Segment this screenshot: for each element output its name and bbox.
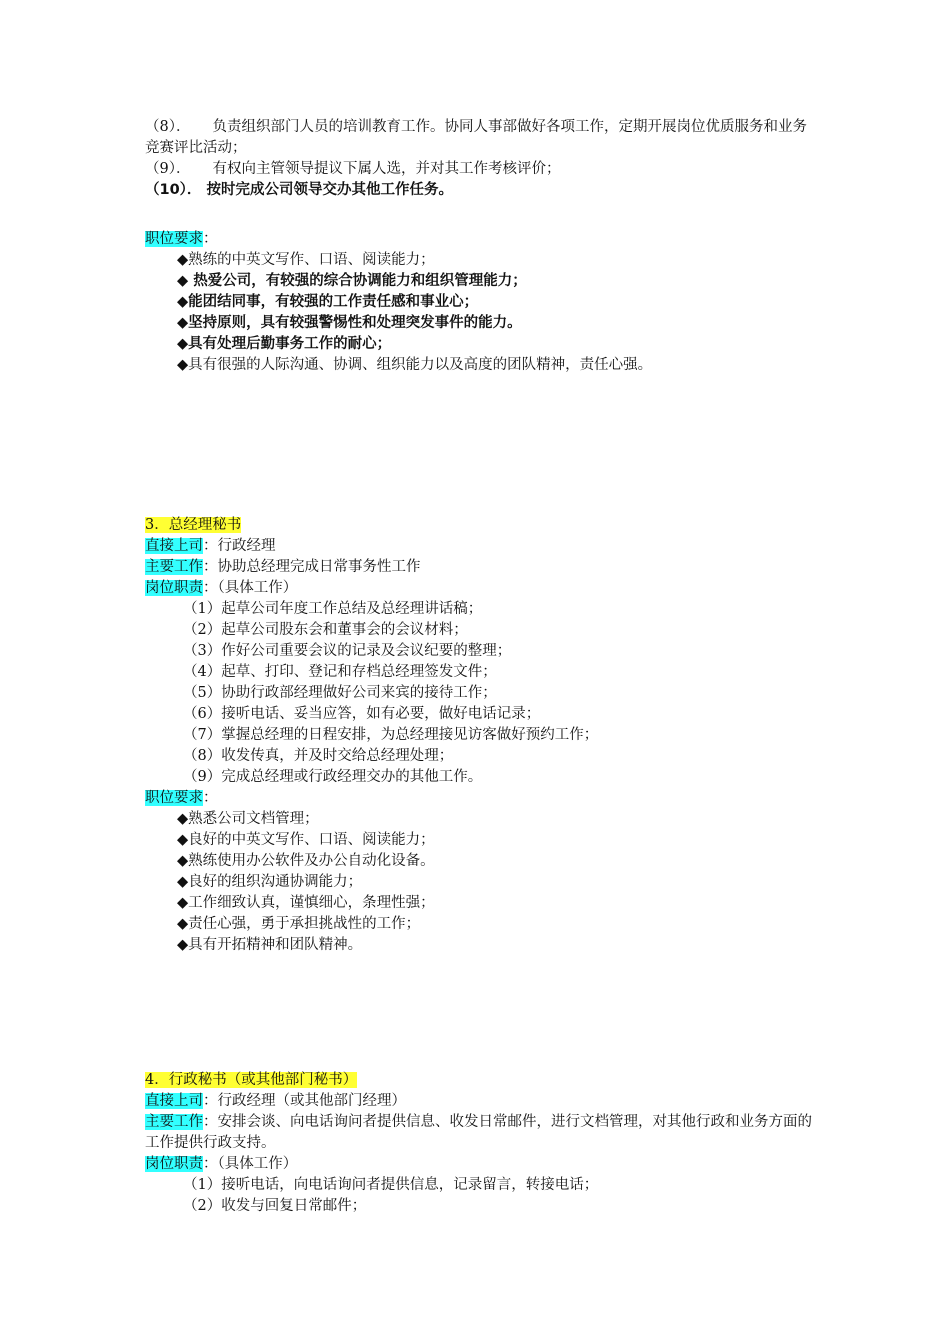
duty-item: （2）起草公司股东会和董事会的会议材料；: [183, 622, 468, 638]
duty-item: （3）作好公司重要会议的记录及会议纪要的整理；: [183, 643, 512, 659]
boss-row: 直接上司：行政经理: [145, 538, 276, 554]
requirement-item: ◆坚持原则，具有较强警惕性和处理突发事件的能力。: [177, 315, 522, 331]
requirement-item: ◆良好的中英文写作、口语、阅读能力；: [177, 832, 435, 848]
requirements-heading: 职位要求：: [145, 231, 218, 247]
duty-item: （1）起草公司年度工作总结及总经理讲话稿；: [183, 601, 483, 617]
requirement-item: ◆熟悉公司文档管理；: [177, 811, 319, 827]
duty-item: （1）接听电话，向电话询问者提供信息，记录留言，转接电话；: [183, 1177, 599, 1193]
requirement-item: ◆工作细致认真，谨慎细心，条理性强；: [177, 895, 435, 911]
requirement-item: ◆具有处理后勤事务工作的耐心；: [177, 336, 392, 352]
requirement-item: ◆责任心强，勇于承担挑战性的工作；: [177, 916, 421, 932]
duty-item: （8）． 负责组织部门人员的培训教育工作。协同人事部做好各项工作，定期开展岗位优质服务和业务竞赛评比活动；: [145, 119, 807, 156]
section-3: [145, 515, 815, 956]
duty-item: （6）接听电话、妥当应答，如有必要，做好电话记录；: [183, 706, 541, 722]
duty-item: （4）起草、打印、登记和存档总经理签发文件；: [183, 664, 497, 680]
duty-item: （2）收发与回复日常邮件；: [183, 1198, 367, 1214]
section-heading: 3．总经理秘书: [145, 517, 242, 533]
prev-requirements: [145, 229, 815, 376]
duty-row: 岗位职责：（具体工作）: [145, 580, 298, 596]
duty-row: 岗位职责：（具体工作）: [145, 1156, 298, 1172]
duty-item: （8）收发传真，并及时交给总经理处理；: [183, 748, 454, 764]
work-row: 主要工作：安排会谈、向电话询问者提供信息、收发日常邮件，进行文档管理，对其他行政和业务方面的工作提供行政支持。: [145, 1114, 812, 1151]
duty-item: （7）掌握总经理的日程安排，为总经理接见访客做好预约工作；: [183, 727, 599, 743]
prev-duties: [145, 117, 815, 201]
section-4: [145, 1070, 815, 1217]
requirement-item: ◆能团结同事，有较强的工作责任感和事业心；: [177, 294, 479, 310]
requirement-item: ◆良好的组织沟通协调能力；: [177, 874, 363, 890]
requirement-item: ◆熟练的中英文写作、口语、阅读能力；: [177, 252, 435, 268]
requirements-heading: 职位要求：: [145, 790, 218, 806]
section-heading: 4．行政秘书（或其他部门秘书）: [145, 1072, 358, 1088]
duty-item: （9）． 有权向主管领导提议下属人选，并对其工作考核评价；: [145, 161, 561, 177]
requirement-item: ◆熟练使用办公软件及办公自动化设备。: [177, 853, 435, 869]
requirement-item: ◆ 热爱公司，有较强的综合协调能力和组织管理能力；: [177, 273, 527, 289]
boss-row: 直接上司：行政经理（或其他部门经理）: [145, 1093, 406, 1109]
work-row: 主要工作：协助总经理完成日常事务性工作: [145, 559, 421, 575]
requirement-item: ◆具有开拓精神和团队精神。: [177, 937, 363, 953]
duty-item: （9）完成总经理或行政经理交办的其他工作。: [183, 769, 483, 785]
duty-item: （5）协助行政部经理做好公司来宾的接待工作；: [183, 685, 497, 701]
requirement-item: ◆具有很强的人际沟通、协调、组织能力以及高度的团队精神，责任心强。: [177, 357, 653, 373]
duty-item: （10）． 按时完成公司领导交办其他工作任务。: [145, 182, 453, 198]
